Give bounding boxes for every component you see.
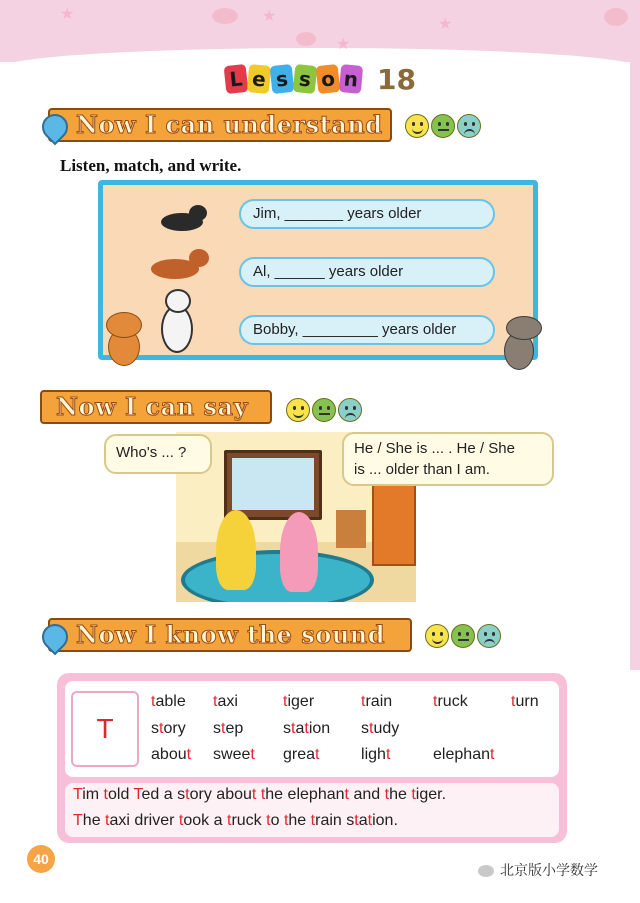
watermark xyxy=(478,860,598,880)
page-number: 40 xyxy=(27,845,55,873)
watermark-text: 北京版小学数学 xyxy=(500,862,598,878)
cat-character-image xyxy=(104,310,146,366)
phonics-word: truck xyxy=(433,693,468,710)
lesson-letter-tile: o xyxy=(316,64,341,94)
phonics-word: study xyxy=(361,720,400,737)
phonics-word: light xyxy=(361,746,391,763)
grey-dog-character-image xyxy=(498,314,546,370)
section-banner-sound xyxy=(48,618,412,652)
water-drop-icon xyxy=(37,109,74,146)
wechat-icon xyxy=(478,865,494,877)
phonics-word: table xyxy=(151,693,186,710)
smile-face-icon[interactable] xyxy=(425,624,449,648)
lesson-letter-tile: n xyxy=(339,64,363,94)
sad-face-icon[interactable] xyxy=(457,114,481,138)
decoration-blob xyxy=(296,32,316,46)
word-list-panel xyxy=(65,681,559,777)
phonics-word: taxi xyxy=(213,693,238,710)
phonics-word: story xyxy=(151,720,186,737)
black-dog-image xyxy=(155,203,211,239)
star-icon: ★ xyxy=(262,8,277,25)
phonics-word: train xyxy=(361,693,393,710)
section-banner-understand xyxy=(48,108,392,142)
self-assessment-faces xyxy=(425,624,501,648)
section-title: Now I know the sound xyxy=(76,620,386,649)
sad-face-icon[interactable] xyxy=(477,624,501,648)
neutral-face-icon[interactable] xyxy=(451,624,475,648)
lesson-letter-tile: s xyxy=(293,64,318,94)
section-banner-say xyxy=(40,390,272,424)
spotted-dog-image xyxy=(155,289,197,353)
match-answer-line[interactable]: Al, ______ years older xyxy=(239,257,495,287)
bubble-text: He / She is ... . He / She xyxy=(354,440,515,457)
phonics-word: about xyxy=(151,746,192,763)
star-icon: ★ xyxy=(438,16,453,33)
lesson-number: 18 xyxy=(377,62,416,96)
star-icon: ★ xyxy=(336,36,351,53)
page-edge-strip xyxy=(630,0,640,670)
bubble-text: is ... older than I am. xyxy=(354,461,490,478)
phonics-word: great xyxy=(283,746,320,763)
smile-face-icon[interactable] xyxy=(286,398,310,422)
lesson-letter-tile: L xyxy=(224,64,249,94)
phonics-box xyxy=(57,673,567,843)
decoration-blob xyxy=(604,8,628,26)
matching-exercise-box xyxy=(98,180,538,360)
phonics-word: tiger xyxy=(283,693,315,710)
match-answer-line[interactable]: Bobby, _________ years older xyxy=(239,315,495,345)
section-title: Now I can understand xyxy=(76,110,383,139)
star-icon: ★ xyxy=(60,6,75,23)
phonics-word: turn xyxy=(511,693,539,710)
sad-face-icon[interactable] xyxy=(338,398,362,422)
lesson-letter-tile: e xyxy=(247,64,271,94)
phonics-word: step xyxy=(213,720,244,737)
phonics-sentence: The taxi driver took a truck to the train station. xyxy=(73,812,398,829)
top-decoration-band xyxy=(0,0,640,62)
self-assessment-faces xyxy=(286,398,362,422)
bubble-text: Who's ... ? xyxy=(116,444,187,461)
instruction-text: Listen, match, and write. xyxy=(60,156,242,175)
phonics-sentence: Tim told Ted a story about the elephant and the tiger. xyxy=(73,786,447,803)
speech-bubble-question xyxy=(104,434,212,474)
girl-figure xyxy=(280,512,318,592)
phonics-word: elephant xyxy=(433,746,495,763)
self-assessment-faces xyxy=(405,114,481,138)
boy-figure xyxy=(216,510,256,590)
decoration-blob xyxy=(212,8,238,24)
neutral-face-icon[interactable] xyxy=(431,114,455,138)
section-title: Now I can say xyxy=(56,392,249,421)
brown-dog-image xyxy=(147,247,213,285)
match-answer-line[interactable]: Jim, _______ years older xyxy=(239,199,495,229)
neutral-face-icon[interactable] xyxy=(312,398,336,422)
phonics-word: station xyxy=(283,720,331,737)
lesson-heading xyxy=(225,60,416,98)
lesson-letter-tile: s xyxy=(270,64,295,94)
phonics-word: sweet xyxy=(213,746,255,763)
smile-face-icon[interactable] xyxy=(405,114,429,138)
speech-bubble-answer xyxy=(342,432,554,486)
target-letter: T xyxy=(71,691,139,767)
water-drop-icon xyxy=(37,619,74,656)
